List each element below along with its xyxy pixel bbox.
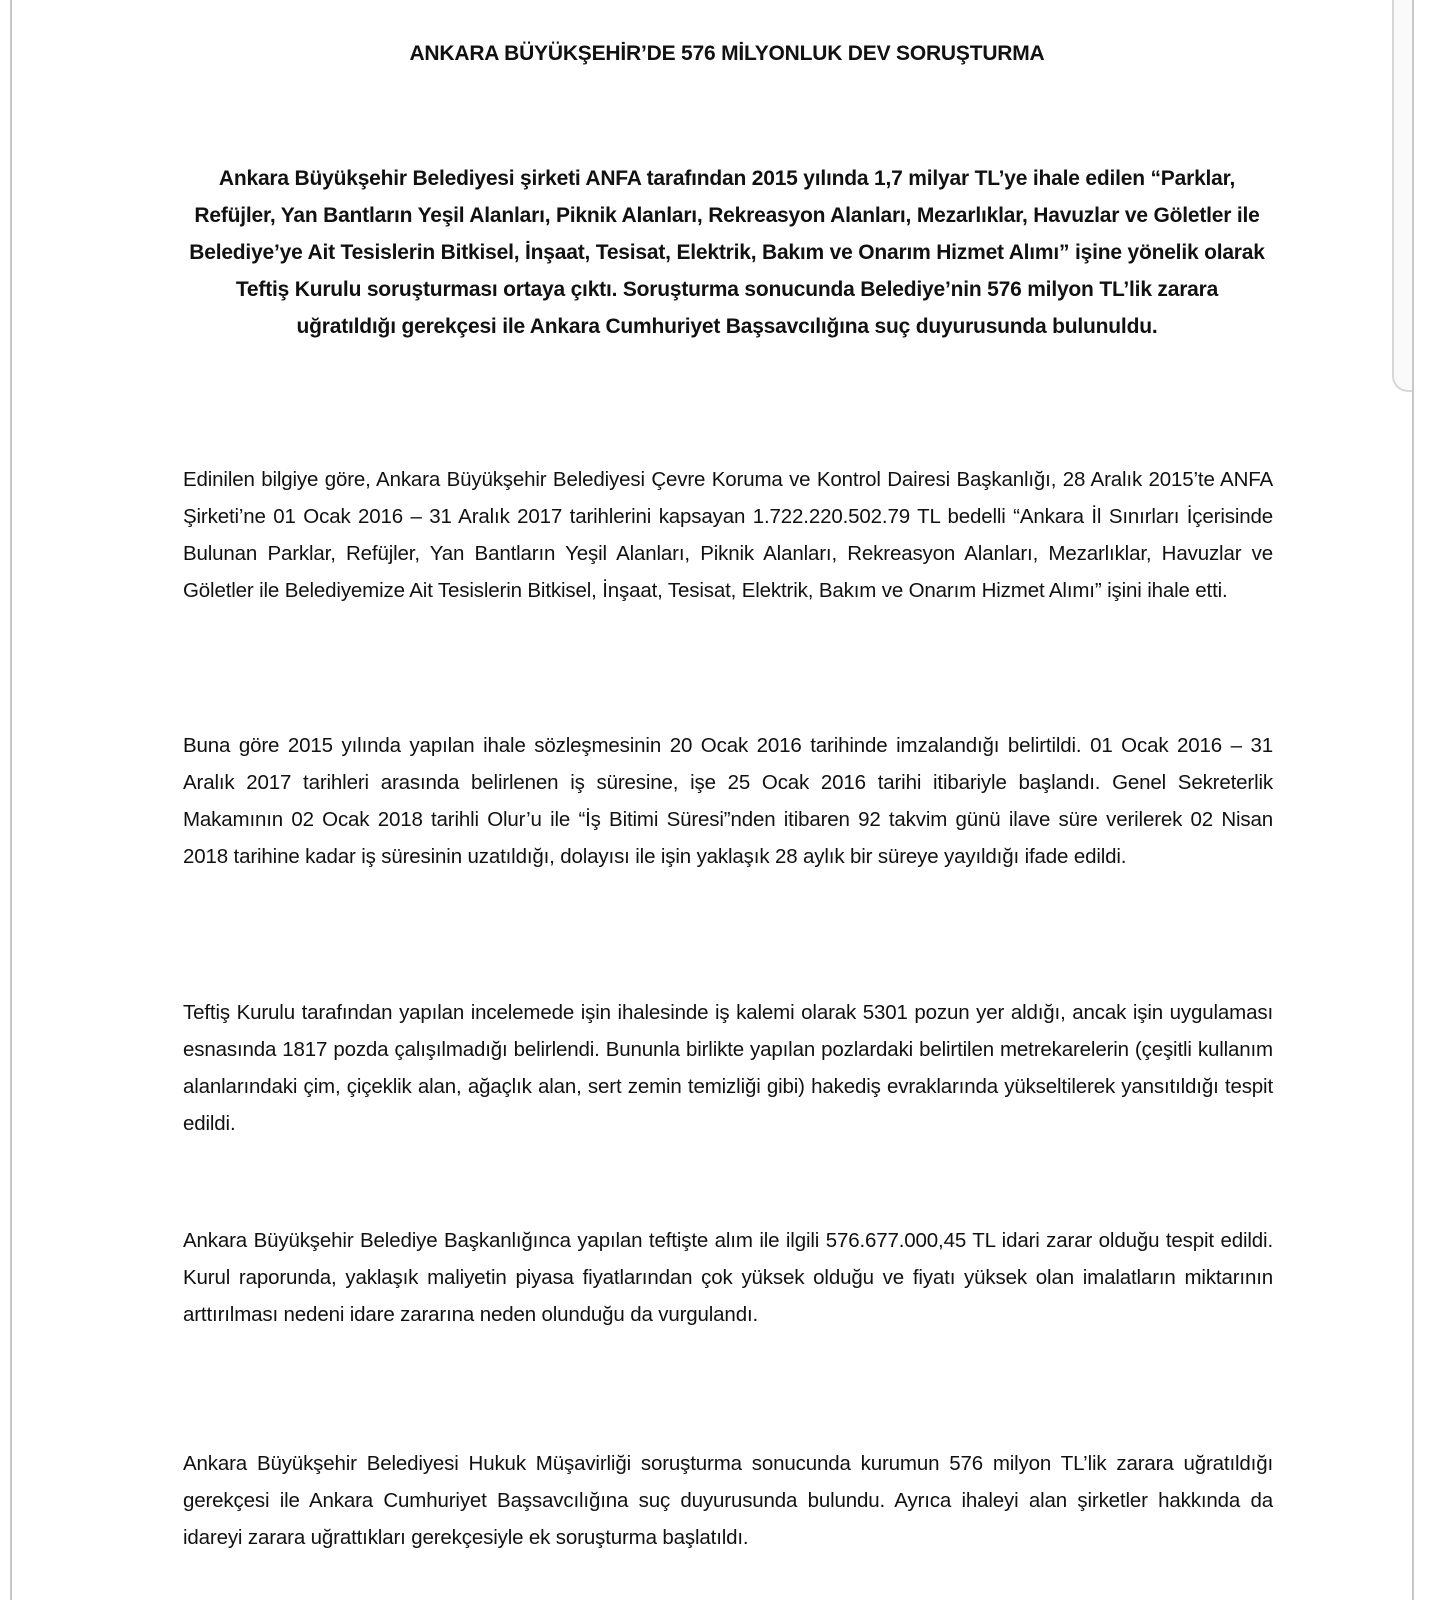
lead-paragraph: Ankara Büyükşehir Belediyesi şirketi ANFA tarafından 2015 yılında 1,7 milyar TL’ye ihale edilen “Parklar, Refüjler, Yan Bantların Yeşil Alanları, Piknik Alanları, Rekreasyon Alanları, Mezarlıklar, Havuzlar ve Göletler ile Belediye’ye Ait Tesislerin Bitkisel, İnşaat, Tesisat, Elektrik, Bakım ve Onarım Hizmet Alımı” işine yönelik olarak Teftiş Kurulu soruşturması ortaya çıktı. Soruşturma sonucunda Belediye’nin 576 milyon TL’lik zarara uğratıldığı gerekçesi ile Ankara Cumhuriyet Başsavcılığına suç duyurusunda bulunuldu. [189,167,1265,338]
page-curl-edge [1392,0,1412,392]
document-page [10,0,1414,1600]
body-paragraph-3: Teftiş Kurulu tarafından yapılan incelemede işin ihalesinde iş kalemi olarak 5301 pozun yer aldığı, ancak işin uygulaması esnasında 1817 pozda çalışılmadığı belirlendi. Bununla birlikte yapılan pozlardaki belirtilen metrekarelerin (çeşitli kullanım alanlarındaki çim, çiçeklik alan, ağaçlık alan, sert zemin temizliği gibi) hakediş evraklarında yükseltilerek yansıtıldığı tespit edildi. [183,1001,1273,1135]
body-paragraph-1: Edinilen bilgiye göre, Ankara Büyükşehir Belediyesi Çevre Koruma ve Kontrol Dairesi Başkanlığı, 28 Aralık 2015’te ANFA Şirketi’ne 01 Ocak 2016 – 31 Aralık 2017 tarihlerini kapsayan 1.722.220.502.79 TL bedelli “Ankara İl Sınırları İçerisinde Bulunan Parklar, Refüjler, Yan Bantların Yeşil Alanları, Piknik Alanları, Rekreasyon Alanları, Mezarlıklar, Havuzlar ve Göletler ile Belediyemize Ait Tesislerin Bitkisel, İnşaat, Tesisat, Elektrik, Bakım ve Onarım Hizmet Alımı” işini ihale etti. [183,468,1273,602]
body-paragraph-4: Ankara Büyükşehir Belediye Başkanlığınca yapılan teftişte alım ile ilgili 576.677.000,45 TL idari zarar olduğu tespit edildi. Kurul raporunda, yaklaşık maliyetin piyasa fiyatlarından çok yüksek olduğu ve fiyatı yüksek olan imalatların miktarının arttırılması nedeni idare zararına neden olunduğu da vurgulandı. [183,1229,1273,1326]
body-paragraph-5: Ankara Büyükşehir Belediyesi Hukuk Müşavirliği soruşturma sonucunda kurumun 576 milyon TL’lik zarara uğratıldığı gerekçesi ile Ankara Cumhuriyet Başsavcılığına suç duyurusunda bulundu. Ayrıca ihaleyi alan şirketler hakkında da idareyi zarara uğrattıkları gerekçesiyle ek soruşturma başlatıldı. [183,1452,1273,1549]
document-title: ANKARA BÜYÜKŞEHİR’DE 576 MİLYONLUK DEV SORUŞTURMA [409,42,1045,65]
body-paragraph-2: Buna göre 2015 yılında yapılan ihale sözleşmesinin 20 Ocak 2016 tarihinde imzalandığı belirtildi. 01 Ocak 2016 – 31 Aralık 2017 tarihleri arasında belirlenen iş süresine, işe 25 Ocak 2016 tarihi itibariyle başlandı. Genel Sekreterlik Makamının 02 Ocak 2018 tarihli Olur’u ile “İş Bitimi Süresi”nden itibaren 92 takvim günü ilave süre verilerek 02 Nisan 2018 tarihine kadar iş süresinin uzatıldığı, dolayısı ile işin yaklaşık 28 aylık bir süreye yayıldığı ifade edildi. [183,734,1273,868]
